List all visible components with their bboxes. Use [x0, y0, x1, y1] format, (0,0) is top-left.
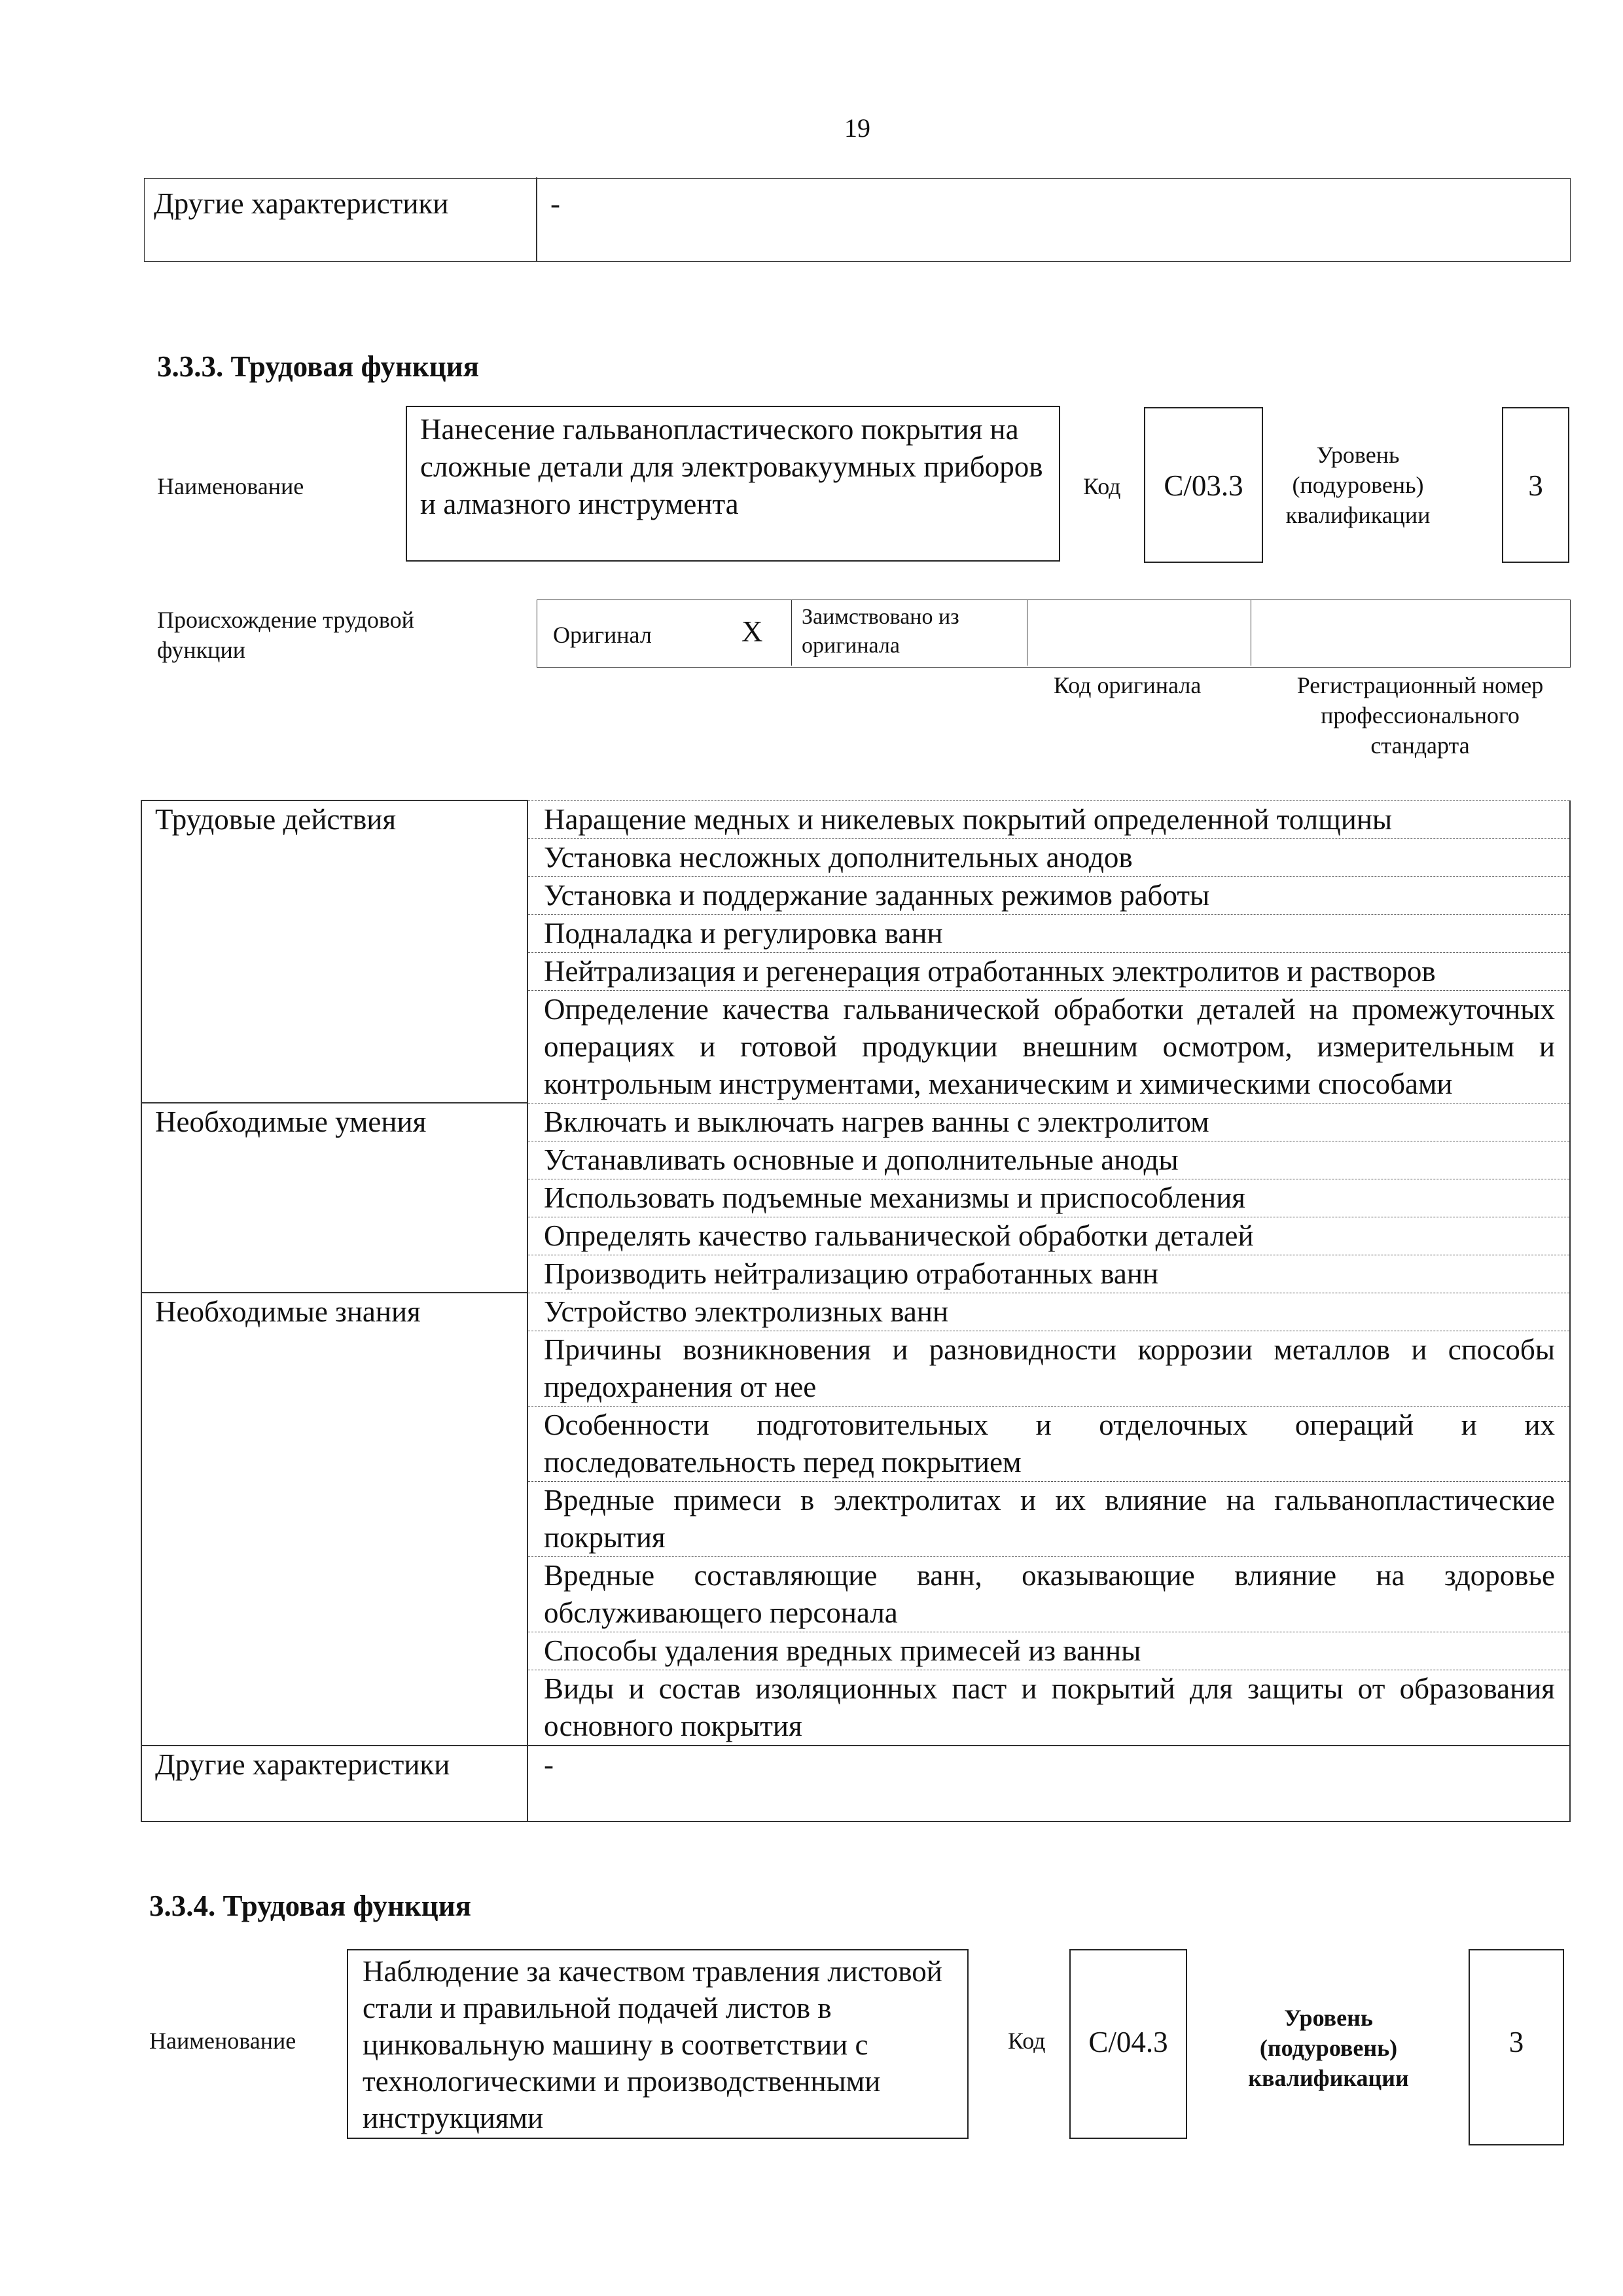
skill-item: Использовать подъемные механизмы и приспособления: [527, 1179, 1570, 1217]
level-box-333: [1502, 407, 1569, 563]
actions-label: Трудовые действия: [141, 800, 527, 1103]
knowledge-item: Способы удаления вредных примесей из ванны: [527, 1632, 1570, 1670]
name-label-333: Наименование: [157, 473, 304, 499]
origin-table: [537, 600, 1571, 668]
action-item: Определение качества гальванической обработки деталей на промежуточных операциях и готовой продукции внешним осмотром, измерительным и контрольным инструментами, механическим и химическими способами: [527, 990, 1570, 1103]
other-value: -: [527, 1746, 1570, 1821]
code-label-333: Код: [1083, 473, 1121, 499]
level-value-333: 3: [1528, 469, 1543, 502]
knowledge-label: Необходимые знания: [141, 1293, 527, 1746]
section-334-heading: 3.3.4. Трудовая функция: [149, 1890, 472, 1922]
name-value-334: Наблюдение за качеством травления листовой стали и правильной подачей листов в цинковальную машину в соответствии с технологическими и производственными инструкциями: [363, 1955, 942, 2134]
origin-label: Происхождение трудовой функции: [157, 607, 414, 663]
knowledge-item: Вредные составляющие ванн, оказывающие влияние на здоровье обслуживающего персонала: [527, 1556, 1570, 1632]
action-item: Установка и поддержание заданных режимов работы: [527, 876, 1570, 914]
level-label-334: Уровень (подуровень) квалификации: [1248, 2005, 1409, 2091]
name-box-334: [347, 1949, 969, 2139]
level-box-334: [1469, 1949, 1564, 2145]
level-label-333: Уровень (подуровень) квалификации: [1285, 442, 1431, 528]
knowledge-item: Причины возникновения и разновидности коррозии металлов и способы предохранения от нее: [527, 1331, 1570, 1406]
name-value-333: Нанесение гальванопластического покрытия на сложные детали для электровакуумных приборов и алмазного инструмента: [420, 413, 1043, 520]
code-label-334: Код: [1008, 2028, 1046, 2054]
skills-label: Необходимые умения: [141, 1103, 527, 1293]
skill-item: Устанавливать основные и дополнительные аноды: [527, 1141, 1570, 1179]
top-other-value: -: [550, 187, 560, 220]
reg-number-caption: Регистрационный номер профессионального стандарта: [1296, 672, 1544, 759]
action-item: Подналадка и регулировка ванн: [527, 914, 1570, 952]
top-other-table: [144, 178, 1571, 262]
level-value-334: 3: [1508, 2026, 1524, 2058]
knowledge-item: Вредные примеси в электролитах и их влияние на гальванопластические покрытия: [527, 1481, 1570, 1556]
borrowed-label: Заимствовано из оригинала: [802, 605, 959, 658]
original-label: Оригинал: [553, 622, 652, 648]
code-value-333: C/03.3: [1164, 469, 1243, 502]
knowledge-item: Устройство электролизных ванн: [527, 1293, 1570, 1331]
action-item: Установка несложных дополнительных анодов: [527, 838, 1570, 876]
knowledge-item: Особенности подготовительных и отделочных операций и их последовательность перед покрытием: [527, 1406, 1570, 1481]
skill-item: Производить нейтрализацию отработанных ванн: [527, 1255, 1570, 1293]
knowledge-item: Виды и состав изоляционных паст и покрытий для защиты от образования основного покрытия: [527, 1670, 1570, 1746]
skill-item: Включать и выключать нагрев ванны с электролитом: [527, 1103, 1570, 1141]
other-label: Другие характеристики: [141, 1746, 527, 1821]
code-value-334: C/04.3: [1088, 2026, 1168, 2058]
page-number: 19: [844, 113, 870, 143]
original-mark: X: [741, 615, 763, 648]
name-label-334: Наименование: [149, 2028, 296, 2054]
main-table: [141, 800, 1571, 1822]
action-item: Наращение медных и никелевых покрытий определенной толщины: [527, 800, 1570, 838]
section-333-heading: 3.3.3. Трудовая функция: [157, 350, 480, 383]
skill-item: Определять качество гальванической обработки деталей: [527, 1217, 1570, 1255]
name-box-333: [406, 406, 1060, 562]
code-box-333: [1144, 407, 1263, 563]
top-other-label: Другие характеристики: [154, 187, 449, 220]
action-item: Нейтрализация и регенерация отработанных электролитов и растворов: [527, 952, 1570, 990]
code-original-caption: Код оригинала: [1054, 672, 1202, 698]
code-box-334: [1069, 1949, 1187, 2139]
